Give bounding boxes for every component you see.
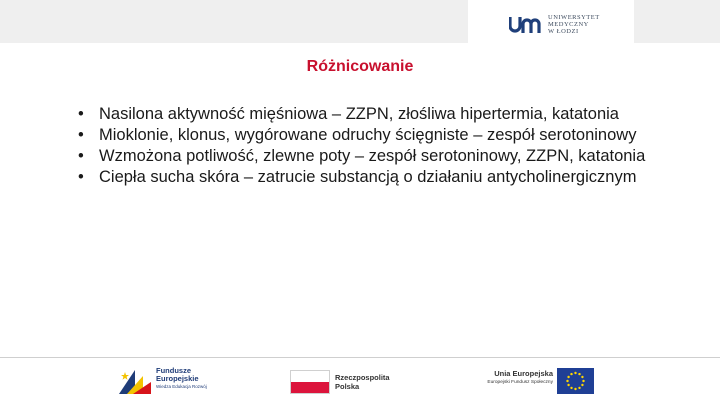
fe-line: Fundusze (156, 366, 191, 375)
logo-line: MEDYCZNY (548, 21, 589, 28)
eu-star (581, 376, 583, 378)
eu-star (570, 387, 572, 389)
eu-flag-icon (557, 368, 594, 394)
pl-line: Polska (335, 382, 360, 391)
eu-star (570, 373, 572, 375)
fe-tagline: Wiedza Edukacja Rozwój (156, 384, 207, 389)
eu-star (578, 387, 580, 389)
eu-star (578, 373, 580, 375)
bullet-item: • Wzmożona potliwość, zlewne poty – zespół serotoninowy, ZZPN, katatonia (78, 146, 658, 167)
bullet-item: • Nasilona aktywność mięśniowa – ZZPN, złośliwa hipertermia, katatonia (78, 104, 658, 125)
polish-flag-icon (290, 370, 330, 394)
ue-subline: Europejski Fundusz Społeczny (487, 380, 553, 385)
eu-star (574, 388, 576, 390)
ue-line: Unia Europejska (494, 369, 553, 378)
pl-line: Rzeczpospolita (335, 373, 390, 382)
um-logo-icon (509, 14, 541, 34)
university-name (548, 14, 600, 35)
logo-line: W ŁODZI (548, 28, 579, 35)
eu-star (574, 372, 576, 374)
bullet-item: • Mioklonie, klonus, wygórowane odruchy ścięgniste – zespół serotoninowy (78, 125, 658, 146)
fe-line: Europejskie (156, 374, 199, 383)
unia-europejska-text (478, 369, 553, 387)
fundusze-europejskie-logo-icon (117, 366, 153, 396)
eu-star (581, 384, 583, 386)
rzeczpospolita-text (335, 373, 390, 391)
eu-star (567, 384, 569, 386)
footer-divider (0, 357, 720, 358)
fundusze-europejskie-text (156, 367, 207, 390)
bullet-list (78, 104, 658, 188)
logo-line: UNIWERSYTET (548, 14, 600, 21)
eu-star (566, 380, 568, 382)
eu-star (582, 380, 584, 382)
eu-star (567, 376, 569, 378)
bullet-item: • Ciepła sucha skóra – zatrucie substancją o działaniu antycholinergicznym (78, 167, 658, 188)
slide-title: Różnicowanie (306, 58, 414, 75)
